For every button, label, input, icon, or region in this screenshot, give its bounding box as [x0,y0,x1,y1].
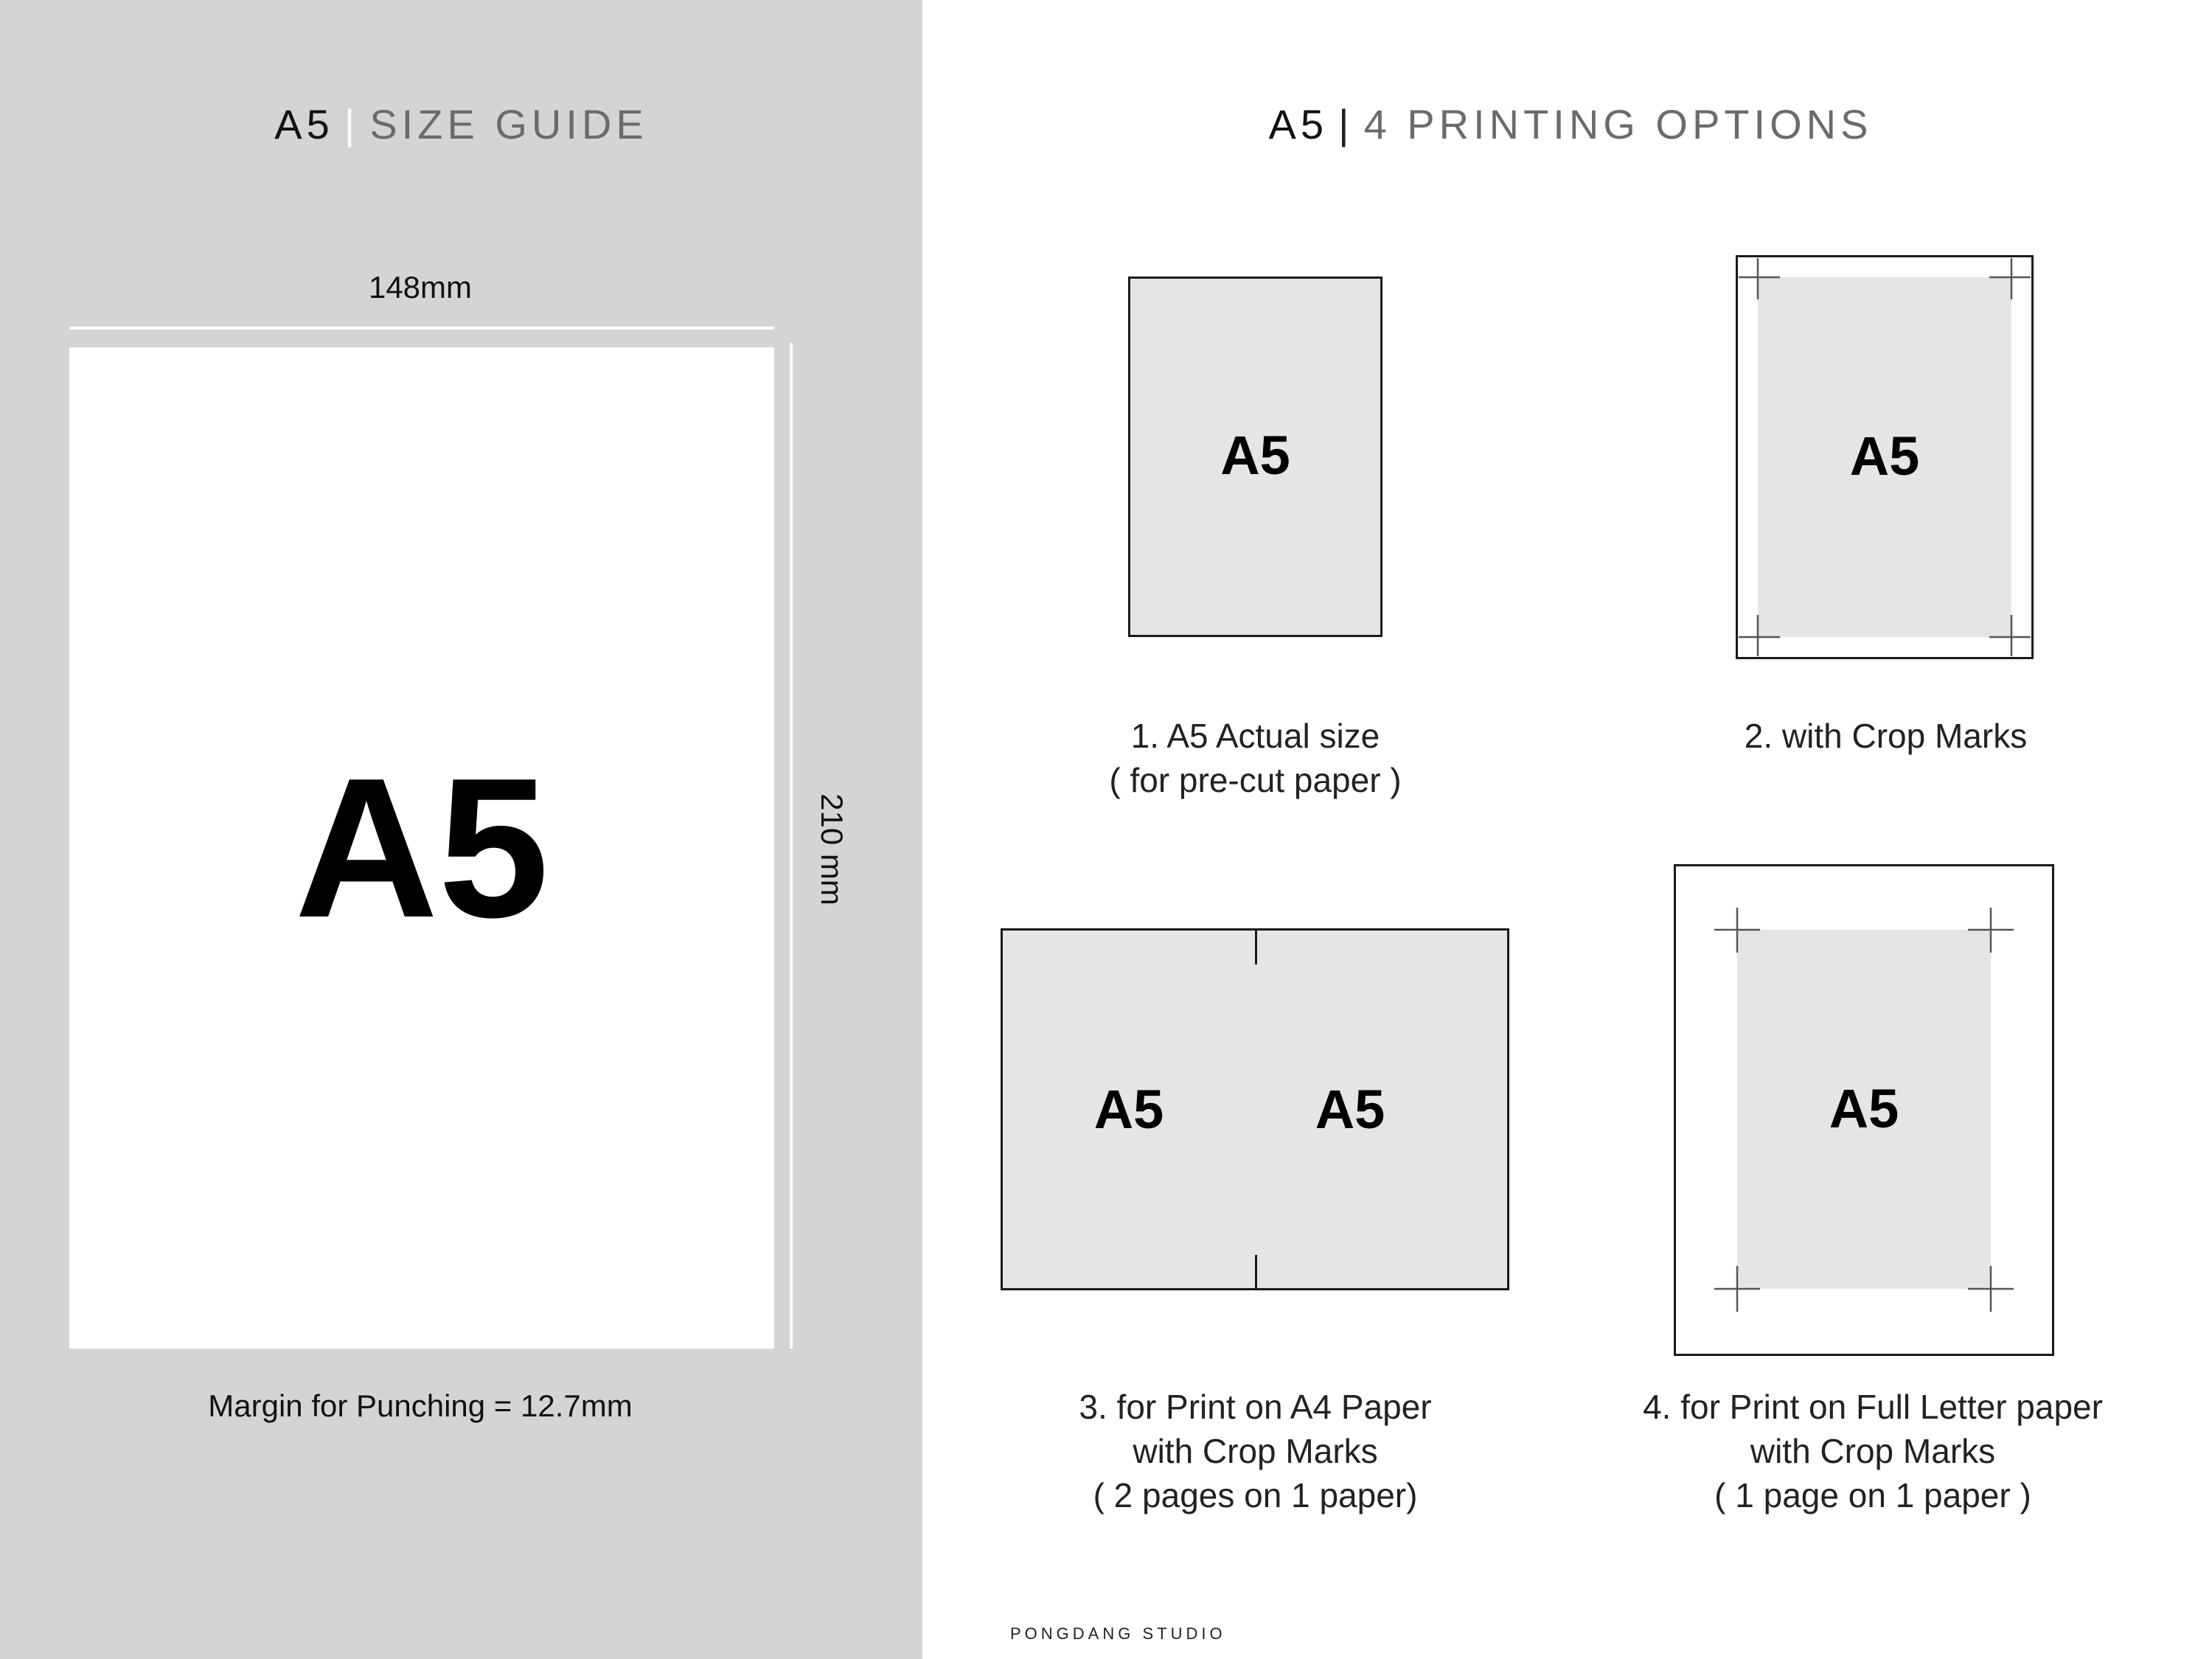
margin-note: Margin for Punching = 12.7mm [208,1388,633,1423]
heading-size: A5 [1268,101,1329,147]
option-3-sheet-label-left: A5 [1093,1079,1164,1140]
caption-line: with Crop Marks [1133,1432,1378,1470]
crop-mark-icon [1714,1266,1760,1312]
caption-line: 1. A5 Actual size [1130,717,1380,755]
heading-title: SIZE GUIDE [369,101,648,147]
heading-title: 4 PRINTING OPTIONS [1363,101,1873,147]
option-2-sheet-label: A5 [1849,425,1920,487]
caption-line: ( 1 page on 1 paper ) [1714,1476,2031,1514]
studio-brand: PONGDANG STUDIO [1010,1624,1226,1643]
option-3-sheet-label-right: A5 [1315,1079,1385,1140]
caption-line: with Crop Marks [1750,1432,1996,1470]
caption-line: ( for pre-cut paper ) [1109,761,1402,799]
caption-line: 2. with Crop Marks [1744,717,2028,755]
crop-mark-icon [1968,1266,2014,1312]
caption-line: 3. for Print on A4 Paper [1079,1388,1432,1426]
heading-size: A5 [274,101,334,147]
option-4-caption [1607,1385,2138,1517]
heading-separator: | [344,101,360,147]
option-1-sheet-label: A5 [1220,425,1290,486]
caption-line: 4. for Print on Full Letter paper [1643,1388,2103,1426]
width-label: 148mm [368,270,473,305]
crop-mark-icon [1714,908,1760,953]
crop-mark-icon [1968,908,2014,953]
option-4-sheet-label: A5 [1829,1078,1899,1139]
caption-line: ( 2 pages on 1 paper) [1093,1476,1418,1514]
a5-page-label: A5 [294,737,549,959]
heading-separator: | [1338,101,1354,147]
height-label: 210 mm [815,793,849,905]
